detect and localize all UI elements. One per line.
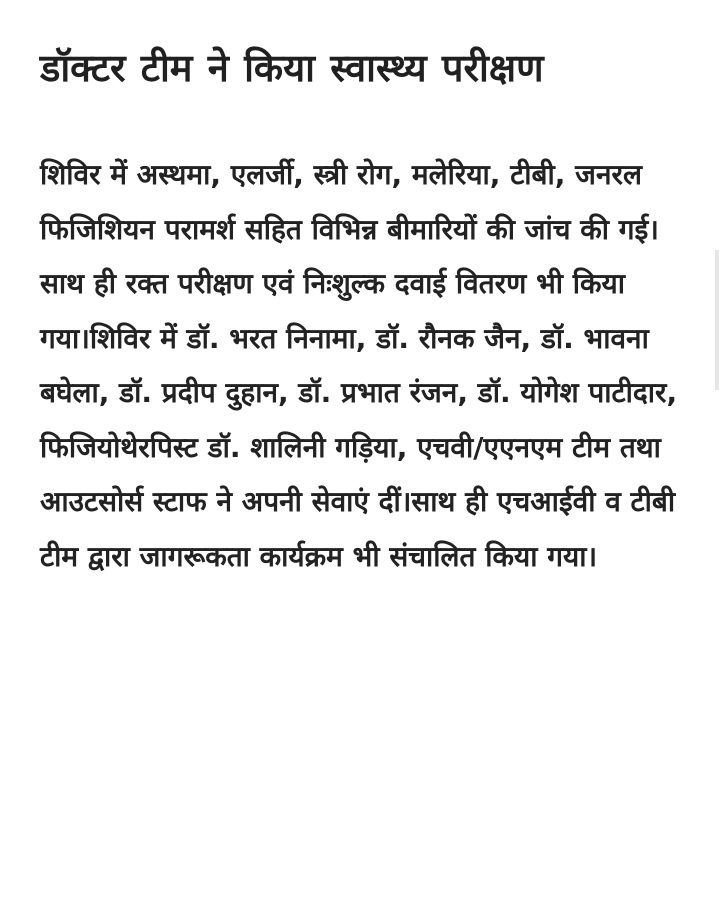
scrollbar-edge[interactable] (715, 250, 719, 390)
article-headline: डॉक्टर टीम ने किया स्वास्थ्य परीक्षण (40, 46, 544, 90)
article-body-paragraph: शिविर में अस्थमा, एलर्जी, स्त्री रोग, मलेरिया, टीबी, जनरल फिजिशियन परामर्श सहित विभिन्न बीमारियों की जांच की गई। साथ ही रक्त परीक्षण एवं निःशुल्क दवाई वितरण भी किया गया।शिविर में डॉ. भरत निनामा, डॉ. रौनक जैन, डॉ. भावना बघेला, डॉ. प्रदीप दुहान, डॉ. प्रभात रंजन, डॉ. योगेश पाटीदार, फिजियोथेरपिस्ट डॉ. शालिनी गड़िया, एचवी/एएनएम टीम तथा आउटसोर्स स्टाफ ने अपनी सेवाएं दीं।साथ ही एचआईवी व टीबी टीम द्वारा जागरूकता कार्यक्रम भी संचालित किया गया। (40, 158, 678, 573)
article (40, 32, 680, 584)
